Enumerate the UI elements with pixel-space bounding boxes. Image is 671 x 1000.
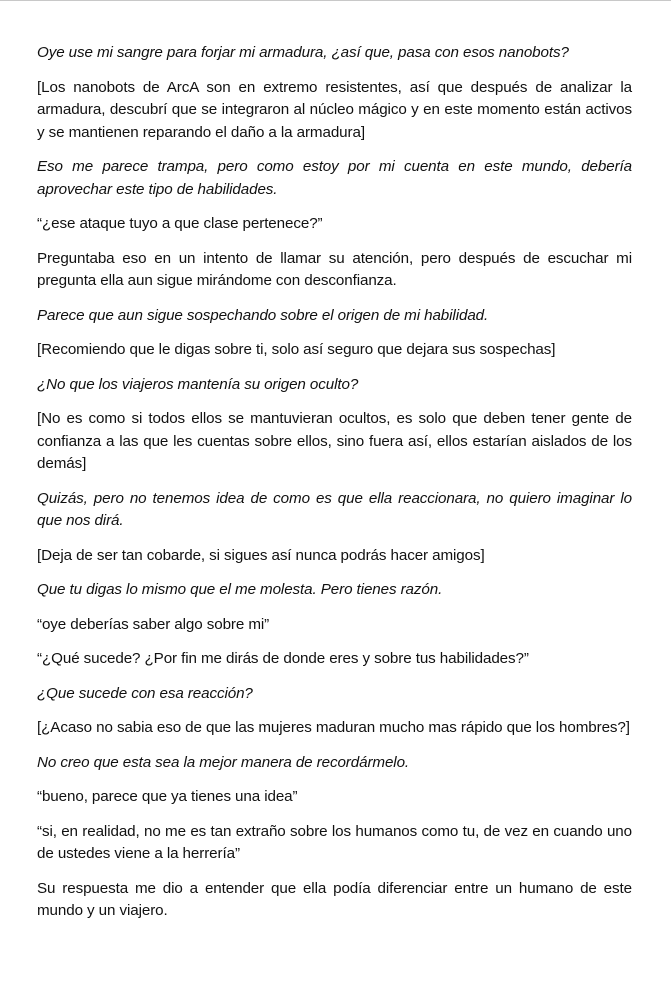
paragraph-15: ¿Que sucede con esa reacción? — [37, 684, 253, 702]
paragraph-5: Preguntaba eso en un intento de llamar su atención, pero después de escuchar mi pregunta ella aun sigue mirándome con desconfianza. — [37, 249, 632, 289]
paragraph-10: Quizás, pero no tenemos idea de como es que ella reaccionara, no quiero imaginar lo que nos dirá. — [37, 489, 632, 529]
paragraph-3: Eso me parece trampa, pero como estoy por mi cuenta en este mundo, debería aprovechar este tipo de habilidades. — [37, 158, 632, 198]
paragraph-8: ¿No que los viajeros mantenía su origen oculto? — [37, 375, 359, 393]
paragraph-13: “oye deberías saber algo sobre mi” — [37, 615, 270, 633]
paragraph-12: Que tu digas lo mismo que el me molesta. Pero tienes razón. — [37, 581, 443, 598]
paragraph-11: [Deja de ser tan cobarde, si sigues así nunca podrás hacer amigos] — [37, 546, 485, 564]
paragraph-1: Oye use mi sangre para forjar mi armadura, ¿así que, pasa con esos nanobots? — [37, 44, 569, 61]
paragraph-4: “¿ese ataque tuyo a que clase pertenece?” — [37, 215, 323, 232]
paragraph-16: [¿Acaso no sabia eso de que las mujeres maduran mucho mas rápido que los hombres?] — [37, 719, 630, 736]
paragraph-2: [Los nanobots de ArcA son en extremo resistentes, así que después de analizar la armadura, descubrí que se integraron al núcleo mágico y en este momento están activos y se mantienen reparando el daño a la armadura] — [37, 78, 632, 141]
paragraph-9: [No es como si todos ellos se mantuvieran ocultos, es solo que deben tener gente de confianza a las que les cuentas sobre ellos, sino fuera así, ellos estarían aislados de los demás] — [37, 410, 632, 472]
paragraph-6: Parece que aun sigue sospechando sobre el origen de mi habilidad. — [37, 306, 489, 324]
paragraph-20: Su respuesta me dio a entender que ella podía diferenciar entre un humano de este mundo y un viajero. — [37, 879, 632, 919]
paragraph-17: No creo que esta sea la mejor manera de recordármelo. — [37, 753, 410, 771]
paragraph-18: “bueno, parece que ya tienes una idea” — [37, 788, 298, 805]
paragraph-14: “¿Qué sucede? ¿Por fin me dirás de donde eres y sobre tus habilidades?” — [37, 650, 529, 667]
paragraph-7: [Recomiendo que le digas sobre ti, solo así seguro que dejara sus sospechas] — [37, 341, 556, 358]
page-top-border — [0, 0, 671, 1]
document-page — [37, 42, 632, 935]
paragraph-19: “si, en realidad, no me es tan extraño sobre los humanos como tu, de vez en cuando uno de ustedes viene a la herrería” — [37, 822, 632, 862]
